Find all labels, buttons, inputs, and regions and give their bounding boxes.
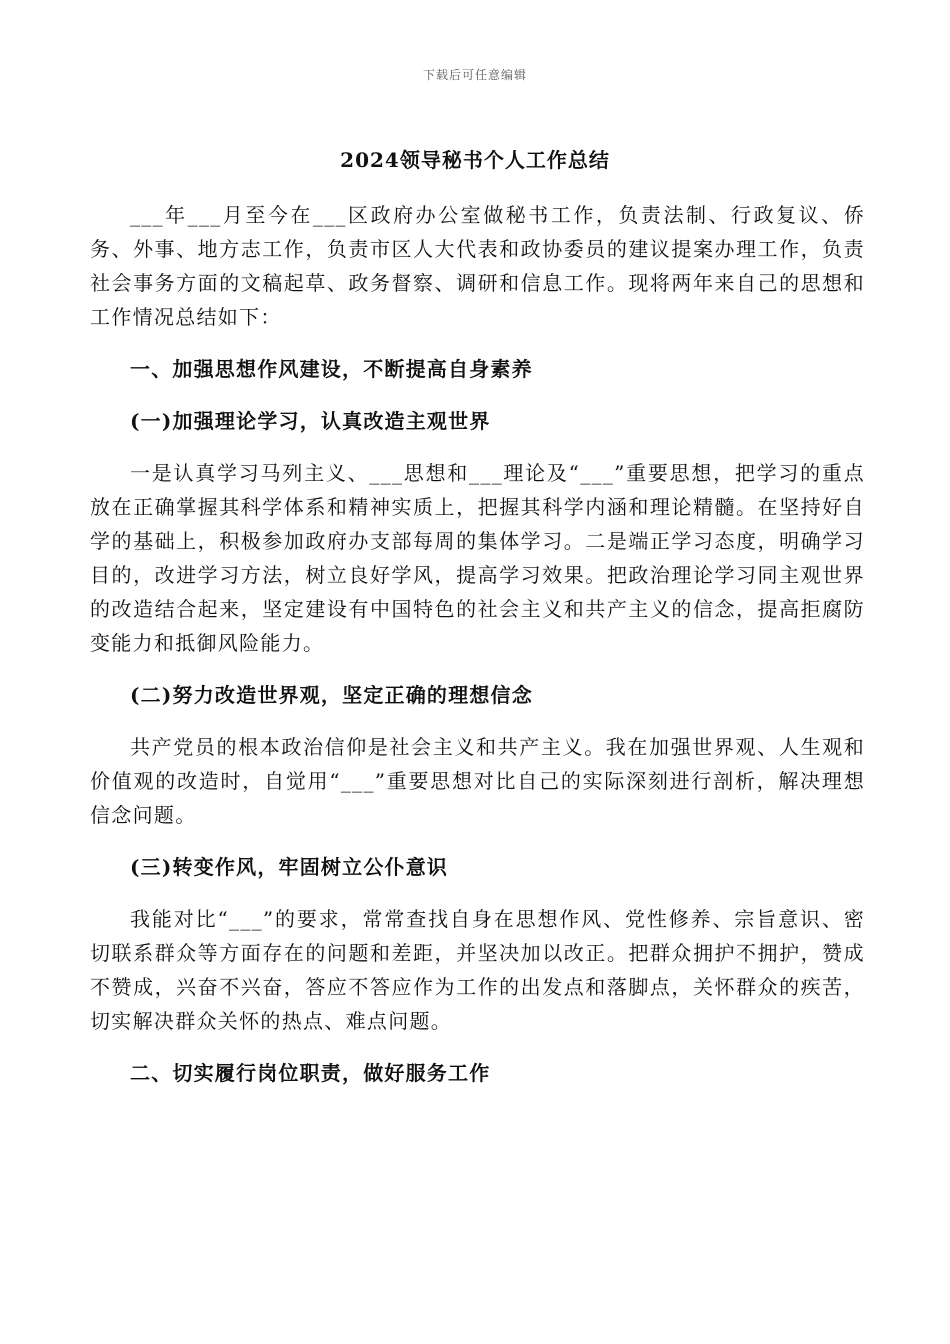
- intro-paragraph: ___年___月至今在___区政府办公室做秘书工作，负责法制、行政复议、侨务、外事、地方志工作，负责市区人大代表和政协委员的建议提案办理工作，负责社会事务方面的文稿起草、政务督察、调研和信息工作。现将两年来自己的思想和工作情况总结如下：: [90, 203, 865, 329]
- spacer: [90, 832, 865, 850]
- section-2-heading: 二、切实履行岗位职责，做好服务工作: [130, 1061, 491, 1085]
- spacer: [90, 660, 865, 678]
- spacer: [90, 334, 865, 352]
- subsection-3-heading: (三)转变作风，牢固树立公仆意识: [130, 855, 449, 879]
- spacer: [90, 386, 865, 404]
- subsection-1-heading: (一)加强理论学习，认真改造主观世界: [130, 409, 491, 433]
- document-title: 2024领导秘书个人工作总结: [340, 148, 610, 172]
- spacer: [90, 712, 865, 730]
- header-note: 下载后可任意编辑: [422, 68, 527, 82]
- spacer: [90, 1038, 865, 1056]
- subsection-2-heading: (二)努力改造世界观，坚定正确的理想信念: [130, 683, 533, 707]
- section-1-heading: 一、加强思想作风建设，不断提高自身素养: [130, 357, 533, 381]
- subsection-3-paragraph: 我能对比“___”的要求，常常查找自身在思想作风、党性修养、宗旨意识、密切联系群众等方面存在的问题和差距，并坚决加以改正。把群众拥护不拥护，赞成不赞成，兴奋不兴奋，答应不答应作为工作的出发点和落脚点，关怀群众的疾苦，切实解决群众关怀的热点、难点问题。: [90, 907, 865, 1033]
- spacer: [90, 438, 865, 456]
- spacer: [90, 884, 865, 902]
- subsection-1-paragraph: 一是认真学习马列主义、___思想和___理论及“___”重要思想，把学习的重点放在正确掌握其科学体系和精神实质上，把握其科学内涵和理论精髓。在坚持好自学的基础上，积极参加政府办支部每周的集体学习。二是端正学习态度，明确学习目的，改进学习方法，树立良好学风，提高学习效果。把政治理论学习同主观世界的改造结合起来，坚定建设有中国特色的社会主义和共产主义的信念，提高拒腐防变能力和抵御风险能力。: [90, 461, 865, 655]
- document-body: [90, 198, 865, 1090]
- subsection-2-paragraph: 共产党员的根本政治信仰是社会主义和共产主义。我在加强世界观、人生观和价值观的改造时，自觉用“___”重要思想对比自己的实际深刻进行剖析，解决理想信念问题。: [90, 735, 865, 827]
